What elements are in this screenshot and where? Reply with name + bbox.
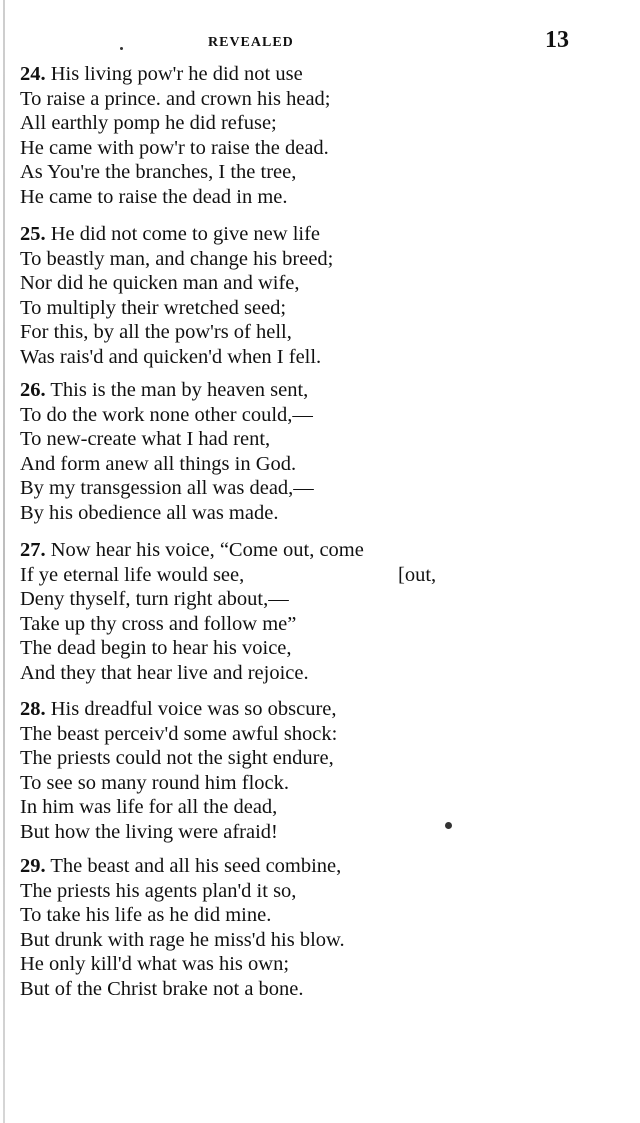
verse-line (20, 563, 620, 588)
verse-line: By his obedience all was made. (20, 501, 279, 524)
stanza-27 (20, 538, 620, 685)
stanza-number: 25. (20, 223, 46, 245)
verse-line: In him was life for all the dead, (20, 796, 278, 818)
verse-line (20, 538, 620, 563)
stanza-29 (20, 854, 620, 1001)
verse-line: Was rais'd and quicken'd when I fell. (20, 345, 322, 368)
verse-text: If ye eternal life would see, (20, 563, 245, 586)
page-header (0, 27, 640, 55)
page-number: 13 (545, 27, 569, 53)
verse-line: To raise a prince. and crown his head; (20, 87, 331, 110)
verse-line: By my transgession all was dead,— (20, 477, 314, 499)
verse-line: The beast perceiv'd some awful shock: (20, 722, 338, 745)
verse-line: And they that hear live and rejoice. (20, 661, 309, 684)
stanza-28 (20, 697, 620, 844)
verse-line (20, 222, 620, 247)
stanza-number: 24. (20, 63, 46, 85)
verse-line: All earthly pomp he did refuse; (20, 112, 277, 134)
page-spine-shadow (3, 0, 5, 1123)
verse-line (20, 697, 620, 722)
verse-line: The priests his agents plan'd it so, (20, 879, 297, 902)
verse-line (20, 378, 620, 403)
verse-line: To do the work none other could,— (20, 403, 313, 426)
verse-line: To take his life as he did mine. (20, 904, 272, 926)
verse-line: For this, by all the pow'rs of hell, (20, 321, 292, 343)
verse-line: To see so many round him flock. (20, 771, 290, 794)
verse-text: His living pow'r he did not use (50, 63, 303, 85)
verse-line (20, 62, 620, 87)
verse-line: The dead begin to hear his voice, (20, 637, 292, 659)
stanza-number: 29. (20, 855, 46, 877)
stanza-number: 27. (20, 539, 46, 561)
verse-line (20, 854, 620, 879)
verse-text: His dreadful voice was so obscure, (50, 698, 337, 720)
verse-line: As You're the branches, I the tree, (20, 161, 297, 183)
verse-text: The beast and all his seed combine, (50, 855, 342, 877)
verse-line: But drunk with rage he miss'd his blow. (20, 928, 345, 951)
stanza-number: 26. (20, 379, 46, 401)
verse-text: He did not come to give new life (50, 223, 321, 245)
carry-over-word: [out, (398, 563, 437, 586)
verse-line: Nor did he quicken man and wife, (20, 272, 300, 294)
verse-line: The priests could not the sight endure, (20, 747, 334, 769)
verse-line: He only kill'd what was his own; (20, 953, 290, 975)
verse-line: And form anew all things in God. (20, 452, 297, 475)
ink-speck (120, 47, 123, 50)
verse-line: Deny thyself, turn right about,— (20, 588, 289, 610)
stanza-26 (20, 378, 620, 525)
stanza-25 (20, 222, 620, 369)
verse-line: To new-create what I had rent, (20, 428, 271, 450)
verse-line: To multiply their wretched seed; (20, 296, 287, 319)
verse-text: This is the man by heaven sent, (50, 379, 309, 401)
verse-line: But of the Christ brake not a bone. (20, 977, 304, 1000)
verse-line: He came to raise the dead in me. (20, 185, 288, 208)
verse-line: Take up thy cross and follow me” (20, 612, 297, 635)
running-title: REVEALED (208, 35, 294, 50)
verse-line: But how the living were afraid! (20, 820, 278, 843)
verse-line: He came with pow'r to raise the dead. (20, 136, 329, 159)
verse-text: Now hear his voice, “Come out, come (50, 539, 364, 561)
verse-line: To beastly man, and change his breed; (20, 247, 334, 270)
stanza-24 (20, 62, 620, 209)
stanza-number: 28. (20, 698, 46, 720)
